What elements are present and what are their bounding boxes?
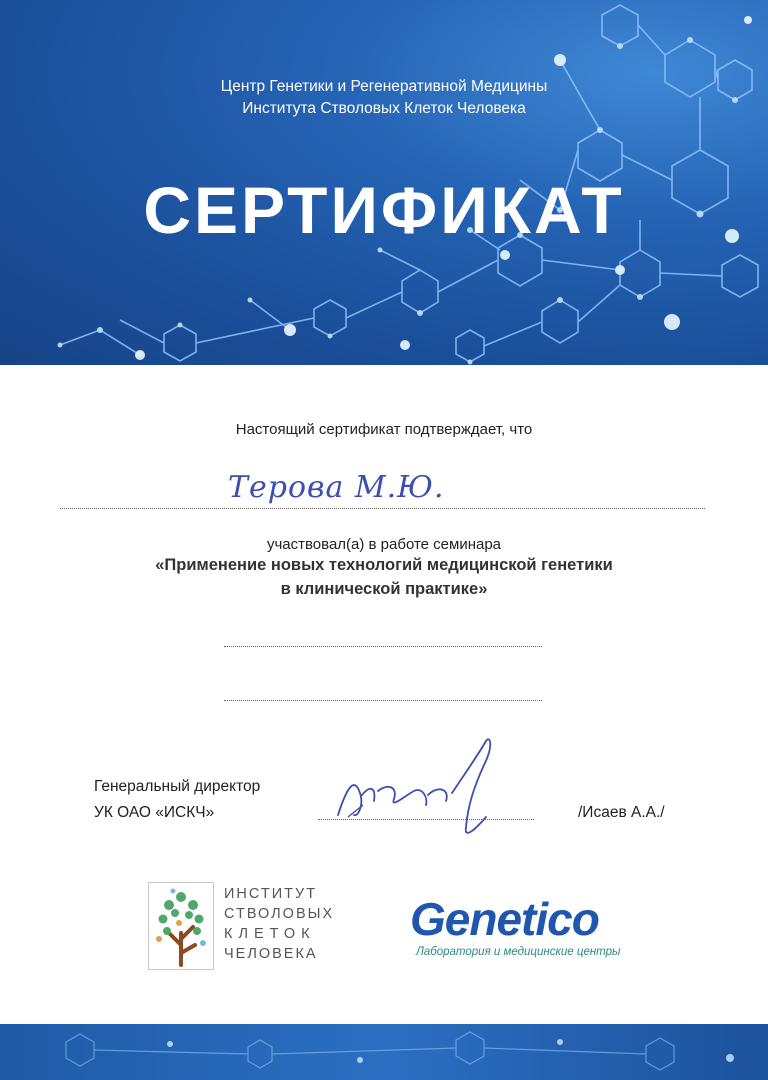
director-organization: УК ОАО «ИСКЧ»	[94, 804, 215, 821]
institute-logo-line3: КЛЕТОК	[224, 926, 316, 942]
signature-dotted-line	[318, 819, 534, 820]
genetico-logo-subtitle: Лаборатория и медицинские центры	[416, 946, 621, 958]
certificate-title: СЕРТИФИКАТ	[143, 173, 625, 247]
name-dotted-line	[60, 508, 705, 509]
recipient-name: Терова М.Ю.	[228, 470, 445, 505]
confirmation-text: Настоящий сертификат подтверждает, что	[235, 421, 533, 438]
footer-band	[0, 1024, 768, 1080]
genetico-logo	[410, 892, 630, 972]
institute-logo	[148, 882, 335, 972]
blank-dotted-line-1	[224, 646, 542, 647]
blank-dotted-line-2	[224, 700, 542, 701]
institute-logo-line1: ИНСТИТУТ	[224, 886, 318, 902]
institute-logo-line2: СТВОЛОВЫХ	[224, 906, 335, 922]
tree-icon	[149, 883, 213, 969]
footer-pattern-icon	[0, 1024, 768, 1080]
institute-logo-line4: ЧЕЛОВЕКА	[224, 946, 318, 962]
seminar-title-line1: «Применение новых технологий медицинской генетики	[155, 556, 613, 574]
seminar-title-line2: в клинической практике»	[280, 580, 488, 598]
header-band	[0, 0, 768, 365]
signer-name: /Исаев А.А./	[578, 804, 665, 821]
signature-icon	[318, 735, 518, 845]
director-position: Генеральный директор	[94, 778, 261, 795]
organization-name-line1: Центр Генетики и Регенеративной Медицины	[220, 78, 548, 95]
institute-logo-box	[148, 882, 214, 970]
participation-text: участвовал(а) в работе семинара	[266, 536, 502, 553]
genetico-logo-word: Genetico	[410, 893, 599, 945]
organization-name-line2: Института Стволовых Клеток Человека	[242, 100, 526, 117]
